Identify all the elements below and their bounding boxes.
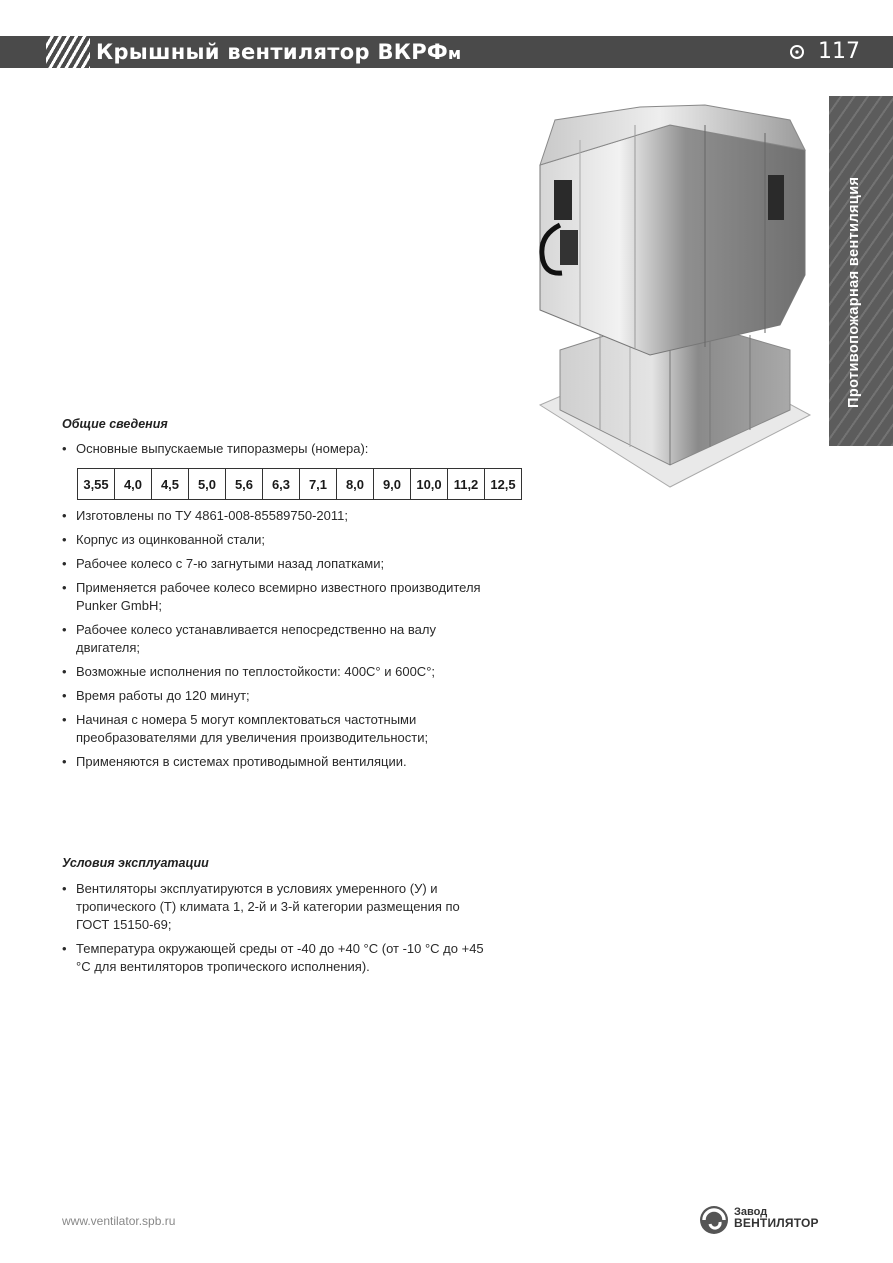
operating-conditions-heading: Условия эксплуатации (62, 856, 209, 870)
list-item: • Применяется рабочее колесо всемирно известного производителя Punker GmbH; (62, 579, 492, 615)
list-item: • Корпус из оцинкованной стали; (62, 531, 492, 549)
swirl-logo-icon (790, 45, 804, 59)
list-item: • Время работы до 120 минут; (62, 687, 492, 705)
side-tab-label: Противопожарная вентиляция (846, 176, 862, 408)
list-item: • Основные выпускаемые типоразмеры (номера): (62, 440, 492, 458)
size-cell: 9,0 (374, 469, 411, 500)
section-side-tab (829, 96, 893, 446)
operating-conditions-list (62, 880, 492, 982)
size-cell: 10,0 (411, 469, 448, 500)
swirl-logo-icon (698, 1204, 730, 1236)
list-item: • Начиная с номера 5 могут комплектоваться частотными преобразователями для увеличения производительности; (62, 711, 492, 747)
logo-line-2: ВЕНТИЛЯТОР (734, 1216, 819, 1230)
sizes-intro-list (62, 440, 492, 464)
footer-website-link[interactable]: www.ventilator.spb.ru (62, 1214, 176, 1228)
page-title: Крышный вентилятор ВКРФм (96, 40, 462, 64)
page-number: 117 (818, 39, 860, 64)
size-cell: 8,0 (337, 469, 374, 500)
list-item: • Возможные исполнения по теплостойкости: 400С° и 600С°; (62, 663, 492, 681)
size-cell: 4,0 (115, 469, 152, 500)
list-item: • Температура окружающей среды от -40 до +40 °С (от -10 °С до +45 °С для вентиляторов тропического исполнения). (62, 940, 492, 976)
list-item: • Рабочее колесо с 7-ю загнутыми назад лопатками; (62, 555, 492, 573)
logo-line-1: Завод (734, 1206, 768, 1218)
product-photo-roof-fan (530, 95, 820, 490)
general-info-list (62, 507, 492, 777)
list-item: • Изготовлены по ТУ 4861-008-85589750-2011; (62, 507, 492, 525)
sizes-table (77, 468, 522, 500)
size-cell: 5,0 (189, 469, 226, 500)
general-info-heading: Общие сведения (62, 417, 168, 431)
size-cell: 6,3 (263, 469, 300, 500)
size-cell: 5,6 (226, 469, 263, 500)
footer-company-logo (698, 1202, 828, 1242)
list-item: • Вентиляторы эксплуатируются в условиях умеренного (У) и тропического (Т) климата 1, 2-й и 3-й категории размещения по ГОСТ 15150-69; (62, 880, 492, 934)
size-cell: 7,1 (300, 469, 337, 500)
size-cell: 3,55 (78, 469, 115, 500)
list-item: • Рабочее колесо устанавливается непосредственно на валу двигателя; (62, 621, 492, 657)
size-cell: 4,5 (152, 469, 189, 500)
list-item: • Применяются в системах противодымной вентиляции. (62, 753, 492, 771)
size-cell: 11,2 (448, 469, 485, 500)
page-header (0, 36, 893, 68)
header-stripes-decoration (46, 36, 90, 68)
size-cell: 12,5 (485, 469, 522, 500)
